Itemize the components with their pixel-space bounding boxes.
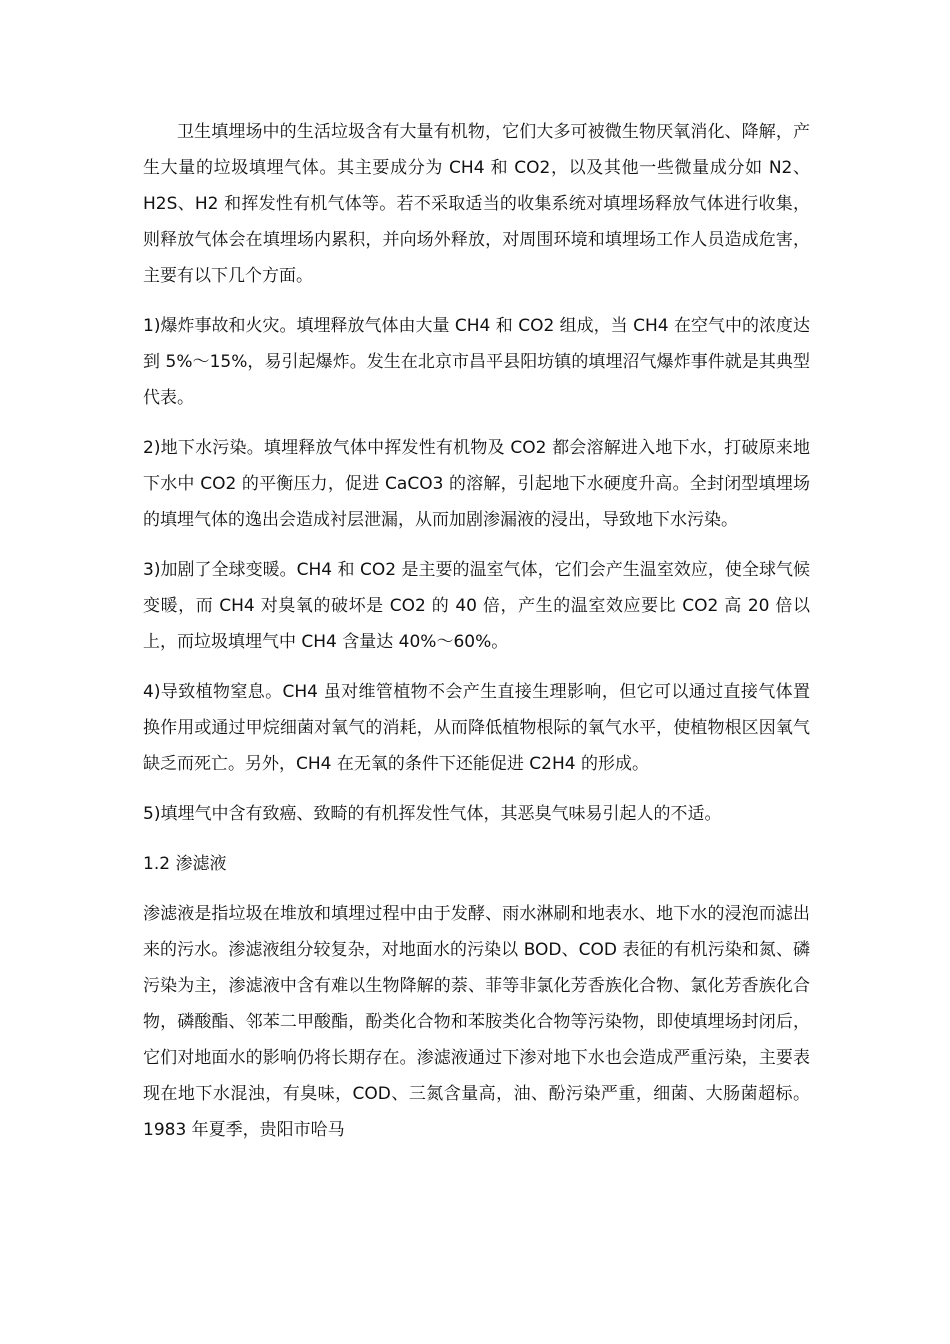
item-plant-suffocation-paragraph: 4)导致植物窒息。CH4 虽对维管植物不会产生直接生理影响，但它可以通过直接气体置换作用或通过甲烷细菌对氧气的消耗，从而降低植物根际的氧气水平，使植物根区因氧气缺乏而死亡。另外，CH4 在无氧的条件下还能促进 C2H4 的形成。: [143, 682, 810, 774]
item-warming-paragraph: 3)加剧了全球变暖。CH4 和 CO2 是主要的温室气体，它们会产生温室效应，使全球气候变暖，而 CH4 对臭氧的破坏是 CO2 的 40 倍，产生的温室效应要比 CO2 高 20 倍以上，而垃圾填埋气中 CH4 含量达 40%～60%。: [143, 560, 810, 652]
item-odor-paragraph: 5)填埋气中含有致癌、致畸的有机挥发性气体，其恶臭气味易引起人的不适。: [143, 804, 722, 824]
item-groundwater-paragraph: 2)地下水污染。填埋释放气体中挥发性有机物及 CO2 都会溶解进入地下水，打破原来地下水中 CO2 的平衡压力，促进 CaCO3 的溶解，引起地下水硬度升高。全封闭型填埋场的填埋气体的逸出会造成衬层泄漏，从而加剧渗漏液的浸出，导致地下水污染。: [143, 438, 810, 530]
intro-paragraph: 卫生填埋场中的生活垃圾含有大量有机物，它们大多可被微生物厌氧消化、降解，产生大量的垃圾填埋气体。其主要成分为 CH4 和 CO2，以及其他一些微量成分如 N2、H2S、H2 和挥发性有机气体等。若不采取适当的收集系统对填埋场释放气体进行收集，则释放气体会在填埋场内累积，并向场外释放，对周围环境和填埋场工作人员造成危害，主要有以下几个方面。: [143, 122, 810, 286]
leachate-paragraph: 渗滤液是指垃圾在堆放和填埋过程中由于发酵、雨水淋刷和地表水、地下水的浸泡而滤出来的污水。渗滤液组分较复杂，对地面水的污染以 BOD、COD 表征的有机污染和氮、磷污染为主，渗滤液中含有难以生物降解的萘、菲等非氯化芳香族化合物、氯化芳香族化合物，磷酸酯、邻苯二甲酸酯，酚类化合物和苯胺类化合物等污染物，即使填埋场封闭后，它们对地面水的影响仍将长期存在。渗滤液通过下渗对地下水也会造成严重污染，主要表现在地下水混浊，有臭味，COD、三氮含量高，油、酚污染严重，细菌、大肠菌超标。1983 年夏季，贵阳市哈马: [143, 904, 810, 1140]
item-explosion-paragraph: 1)爆炸事故和火灾。填埋释放气体由大量 CH4 和 CO2 组成，当 CH4 在空气中的浓度达到 5%～15%，易引起爆炸。发生在北京市昌平县阳坊镇的填埋沼气爆炸事件就是其典型代表。: [143, 316, 810, 408]
section-heading: 1.2 渗滤液: [143, 854, 227, 874]
